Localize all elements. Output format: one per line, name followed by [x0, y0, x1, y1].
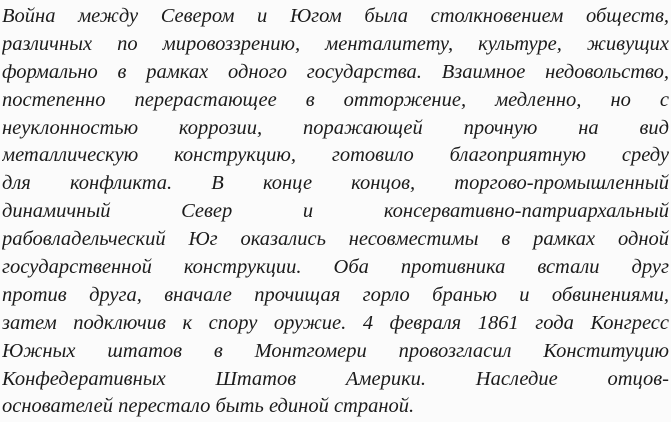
- text-line: формально в рамках одного государства. Взаимное недовольство,: [2, 60, 669, 83]
- paragraph: [2, 3, 669, 421]
- text-line: Конфедеративных Штатов Америки. Наследие отцов-: [2, 367, 669, 390]
- text-line: неуклонностью коррозии, поражающей прочную на вид: [2, 116, 669, 139]
- text-line: государственной конструкции. Оба противника встали друг: [2, 256, 669, 279]
- text-line: динамичный Север и консервативно-патриархальный: [2, 200, 669, 223]
- text-line: различных по мировоззрению, менталитету, культуре, живущих: [2, 32, 669, 55]
- text-line-last: основателей перестало быть единой страной.: [2, 395, 415, 418]
- text-line: металлическую конструкцию, готовило благоприятную среду: [2, 144, 669, 167]
- text-line: против друга, вначале прочищая горло бранью и обвинениями,: [2, 283, 669, 306]
- text-line: Южных штатов в Монтгомери провозгласил Конституцию: [2, 339, 669, 362]
- text-line: постепенно перерастающее в отторжение, медленно, но с: [2, 88, 669, 111]
- text-line: рабовладельческий Юг оказались несовместимы в рамках одной: [2, 228, 669, 251]
- text-line: Война между Севером и Югом была столкновением обществ,: [2, 5, 669, 27]
- text-line: затем подключив к спору оружие. 4 февраля 1861 года Конгресс: [2, 311, 669, 334]
- text-line: для конфликта. В конце концов, торгово-промышленный: [2, 172, 669, 195]
